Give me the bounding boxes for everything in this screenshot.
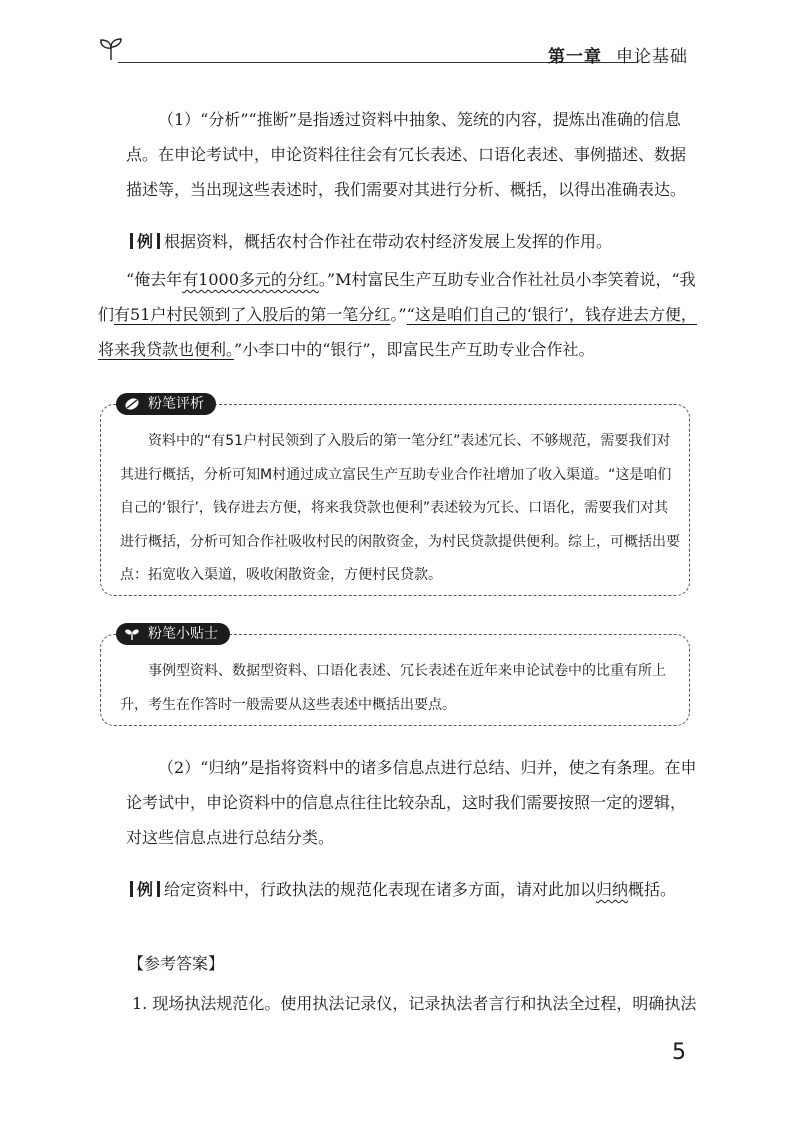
example2-wavy-word: 归纳	[596, 880, 629, 899]
tips-box-title-text: 粉笔小贴士	[148, 626, 218, 642]
chapter-label: 第一章	[548, 47, 602, 67]
material-wavy-phrase: 有1000多元的分红	[182, 270, 319, 289]
page-number: 5	[672, 1040, 686, 1065]
example2-text: 概括。	[628, 880, 677, 899]
example-mark: 例	[137, 232, 154, 251]
answer-heading: 【参考答案】	[128, 954, 225, 973]
example2-text: 给定资料中，行政执法的规范化表现在诸多方面，请对此加以	[164, 880, 597, 899]
chapter-heading	[548, 42, 688, 67]
tips-box-text: 事例型资料、数据型资料、口语化表述、冗长表述在近年来申论试卷中的比重有所上升，考生在作答时一般需要从这些表述中概括出要点。	[120, 663, 666, 713]
material-part: 。”	[390, 305, 407, 324]
material-underlined-quote: “这是咱们自己的‘银行’，钱存进去方便，将来我贷款也便利。	[98, 305, 697, 359]
analysis-box-text: 资料中的“有51户村民领到了入股后的第一笔分红”表述冗长、不够规范，需要我们对其进行概括，分析可知M村通过成立富民生产互助专业合作社增加了收入渠道。“这是咱们自己的‘银行’，钱存进去方便，将来我贷款也便利”表述较为冗长、口语化，需要我们对其进行概括，分析可知合作社吸收村民的闲散资金，为村民贷款提供便利。综上，可概括出要点：拓宽收入渠道，吸收闲散资金，方便村民贷款。	[120, 433, 680, 583]
analysis-box-title	[116, 393, 216, 415]
chapter-title: 申论基础	[616, 47, 688, 67]
section1-intro: （1）“分析”“推断”是指透过资料中抽象、笼统的内容，提炼出准确的信息点。在申论考试中，申论资料往往会有冗长表述、口语化表述、事例描述、数据描述等，当出现这些表述时，我们需要对其进行分析、概括，以得出准确表达。	[126, 110, 687, 199]
analysis-box-title-text: 粉笔评析	[148, 396, 204, 412]
material-part: “俺去年	[126, 270, 183, 289]
sprout-icon	[124, 626, 140, 642]
example1-question	[126, 224, 698, 259]
example2-question	[126, 872, 698, 907]
running-header	[96, 34, 696, 66]
example1-text: 根据资料，概括农村合作社在带动农村经济发展上发挥的作用。	[164, 232, 613, 251]
material-part: ”小李口中的“银行”，即富民生产互助专业合作社。	[234, 340, 595, 359]
section2-intro: （2）“归纳”是指将资料中的诸多信息点进行总结、归并，使之有条理。在申论考试中，申论资料中的信息点往往比较杂乱，这时我们需要按照一定的逻辑，对这些信息点进行总结分类。	[126, 758, 697, 847]
answer-item-1: 1. 现场执法规范化。使用执法记录仪，记录执法者言行和执法全过程，明确执法	[132, 994, 697, 1013]
leaf-icon	[124, 396, 140, 412]
material-part: 。”M村富民生产互助专业合作社社员小李笑着说，“我们	[98, 270, 696, 324]
example1-material	[98, 262, 698, 367]
example-mark: 例	[137, 880, 154, 899]
sprout-icon	[96, 34, 126, 64]
material-underlined-phrase: 有51户村民领到了入股后的第一笔分红	[114, 305, 391, 324]
tips-box-title	[116, 623, 230, 645]
